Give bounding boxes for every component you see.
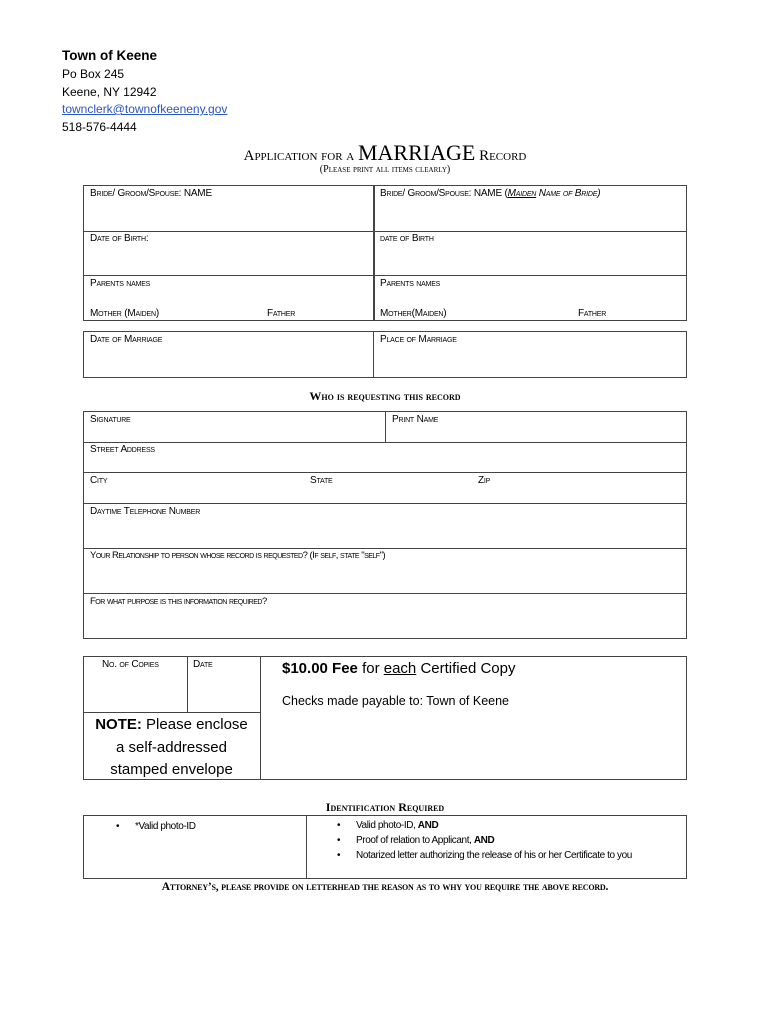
parents-right: Parents names [380,278,441,289]
list-item [334,818,632,833]
identification-heading: Identification Required [325,800,445,814]
title-prefix: Application for a [243,148,358,164]
fee-text [282,660,516,677]
zip-field[interactable]: Zip [478,475,491,486]
list-item [334,848,632,863]
fee-each: each [383,660,417,677]
attorney-note: Attorney’s, please provide on letterhead the reason as to why you require the above record. [161,881,609,893]
place-of-marriage[interactable]: Place of Marriage [380,334,457,345]
record-table-divider [373,185,375,321]
copies-rule [83,712,260,713]
requester-heading: Who is requesting this record [309,389,461,403]
notarized-letter: Notarized letter authorizing the release of his or her Certificate to you [356,850,632,861]
record-table-rule-1 [83,231,687,232]
address-line-2: Keene, NY 12942 [62,84,157,99]
mother-left[interactable]: Mother (Maiden) [90,308,159,319]
record-info-table [83,185,687,321]
date-field[interactable]: Date [193,659,213,670]
bride-groom-name-right[interactable] [380,188,600,199]
requester-rule-1 [83,442,687,443]
fee-for: for [357,660,384,677]
org-name: Town of Keene [62,48,158,63]
maiden-label: Maiden [507,188,537,199]
title-suffix: Record [475,148,527,164]
form-title [0,140,770,166]
id-list-other [334,818,632,863]
purpose-field[interactable]: For what purpose is this information required? [90,596,267,607]
marriage-table-divider [373,331,374,378]
fee-certified-copy: Certified Copy [416,660,516,677]
and-label: AND [417,820,439,831]
id-list-self [113,819,196,834]
signature-field[interactable]: Signature [90,414,131,425]
list-item [334,833,632,848]
dob-left[interactable]: Date of Birth: [90,233,149,244]
relationship-field[interactable]: Your Relationship to person whose record is requested? (If self, state "self") [90,550,386,561]
note-line-1: Please enclose [141,716,248,733]
address-line-1: Po Box 245 [62,67,125,81]
father-right[interactable]: Father [578,308,607,319]
note-line-3: stamped envelope [110,761,233,778]
bullet-icon: • [337,835,341,846]
valid-photo-id-self: *Valid photo-ID [135,821,196,832]
mother-right[interactable]: Mother(Maiden) [380,308,447,319]
and-label: AND [473,835,495,846]
valid-photo-id: Valid photo-ID, [356,820,418,831]
bullet-icon: • [337,820,341,831]
proof-of-relation: Proof of relation to Applicant, [356,835,474,846]
form-subtitle: (Please print all items clearly) [319,164,451,175]
father-left[interactable]: Father [267,308,296,319]
note-line-2: a self-addressed [116,738,227,756]
print-name-field[interactable]: Print Name [392,414,439,425]
identification-divider [306,815,307,879]
envelope-note [83,714,260,782]
fee-amount: $10.00 Fee [282,660,358,677]
checks-payable: Checks made payable to: Town of Keene [282,694,509,708]
bride-groom-right-label: Bride/ Groom/Spouse: NAME ( [380,188,508,199]
name-of-bride-label: Name of Bride) [536,188,601,199]
copies-date-divider [187,656,188,712]
city-field[interactable]: City [90,475,108,486]
record-table-rule-2 [83,275,687,276]
note-label: NOTE: [95,716,142,733]
date-of-marriage[interactable]: Date of Marriage [90,334,163,345]
street-address-field[interactable]: Street Address [90,444,155,455]
phone-number: 518-576-4444 [62,119,137,134]
dob-right[interactable]: date of Birth [380,233,434,244]
requester-rule-4 [83,548,687,549]
list-item [113,819,196,834]
requester-rule-5 [83,593,687,594]
signature-divider [385,411,386,442]
bride-groom-name-left[interactable]: Bride/ Groom/Spouse: NAME [90,188,212,199]
fee-divider [260,656,261,780]
requester-rule-3 [83,503,687,504]
bullet-icon: • [116,821,120,832]
state-field[interactable]: State [310,475,333,486]
email-link[interactable]: townclerk@townofkeeneny.gov [62,102,228,116]
daytime-phone-field[interactable]: Daytime Telephone Number [90,506,201,517]
bullet-icon: • [337,850,341,861]
copies-field[interactable]: No. of Copies [102,659,159,670]
parents-left: Parents names [90,278,151,289]
title-main: MARRIAGE [357,140,476,165]
requester-rule-2 [83,472,687,473]
